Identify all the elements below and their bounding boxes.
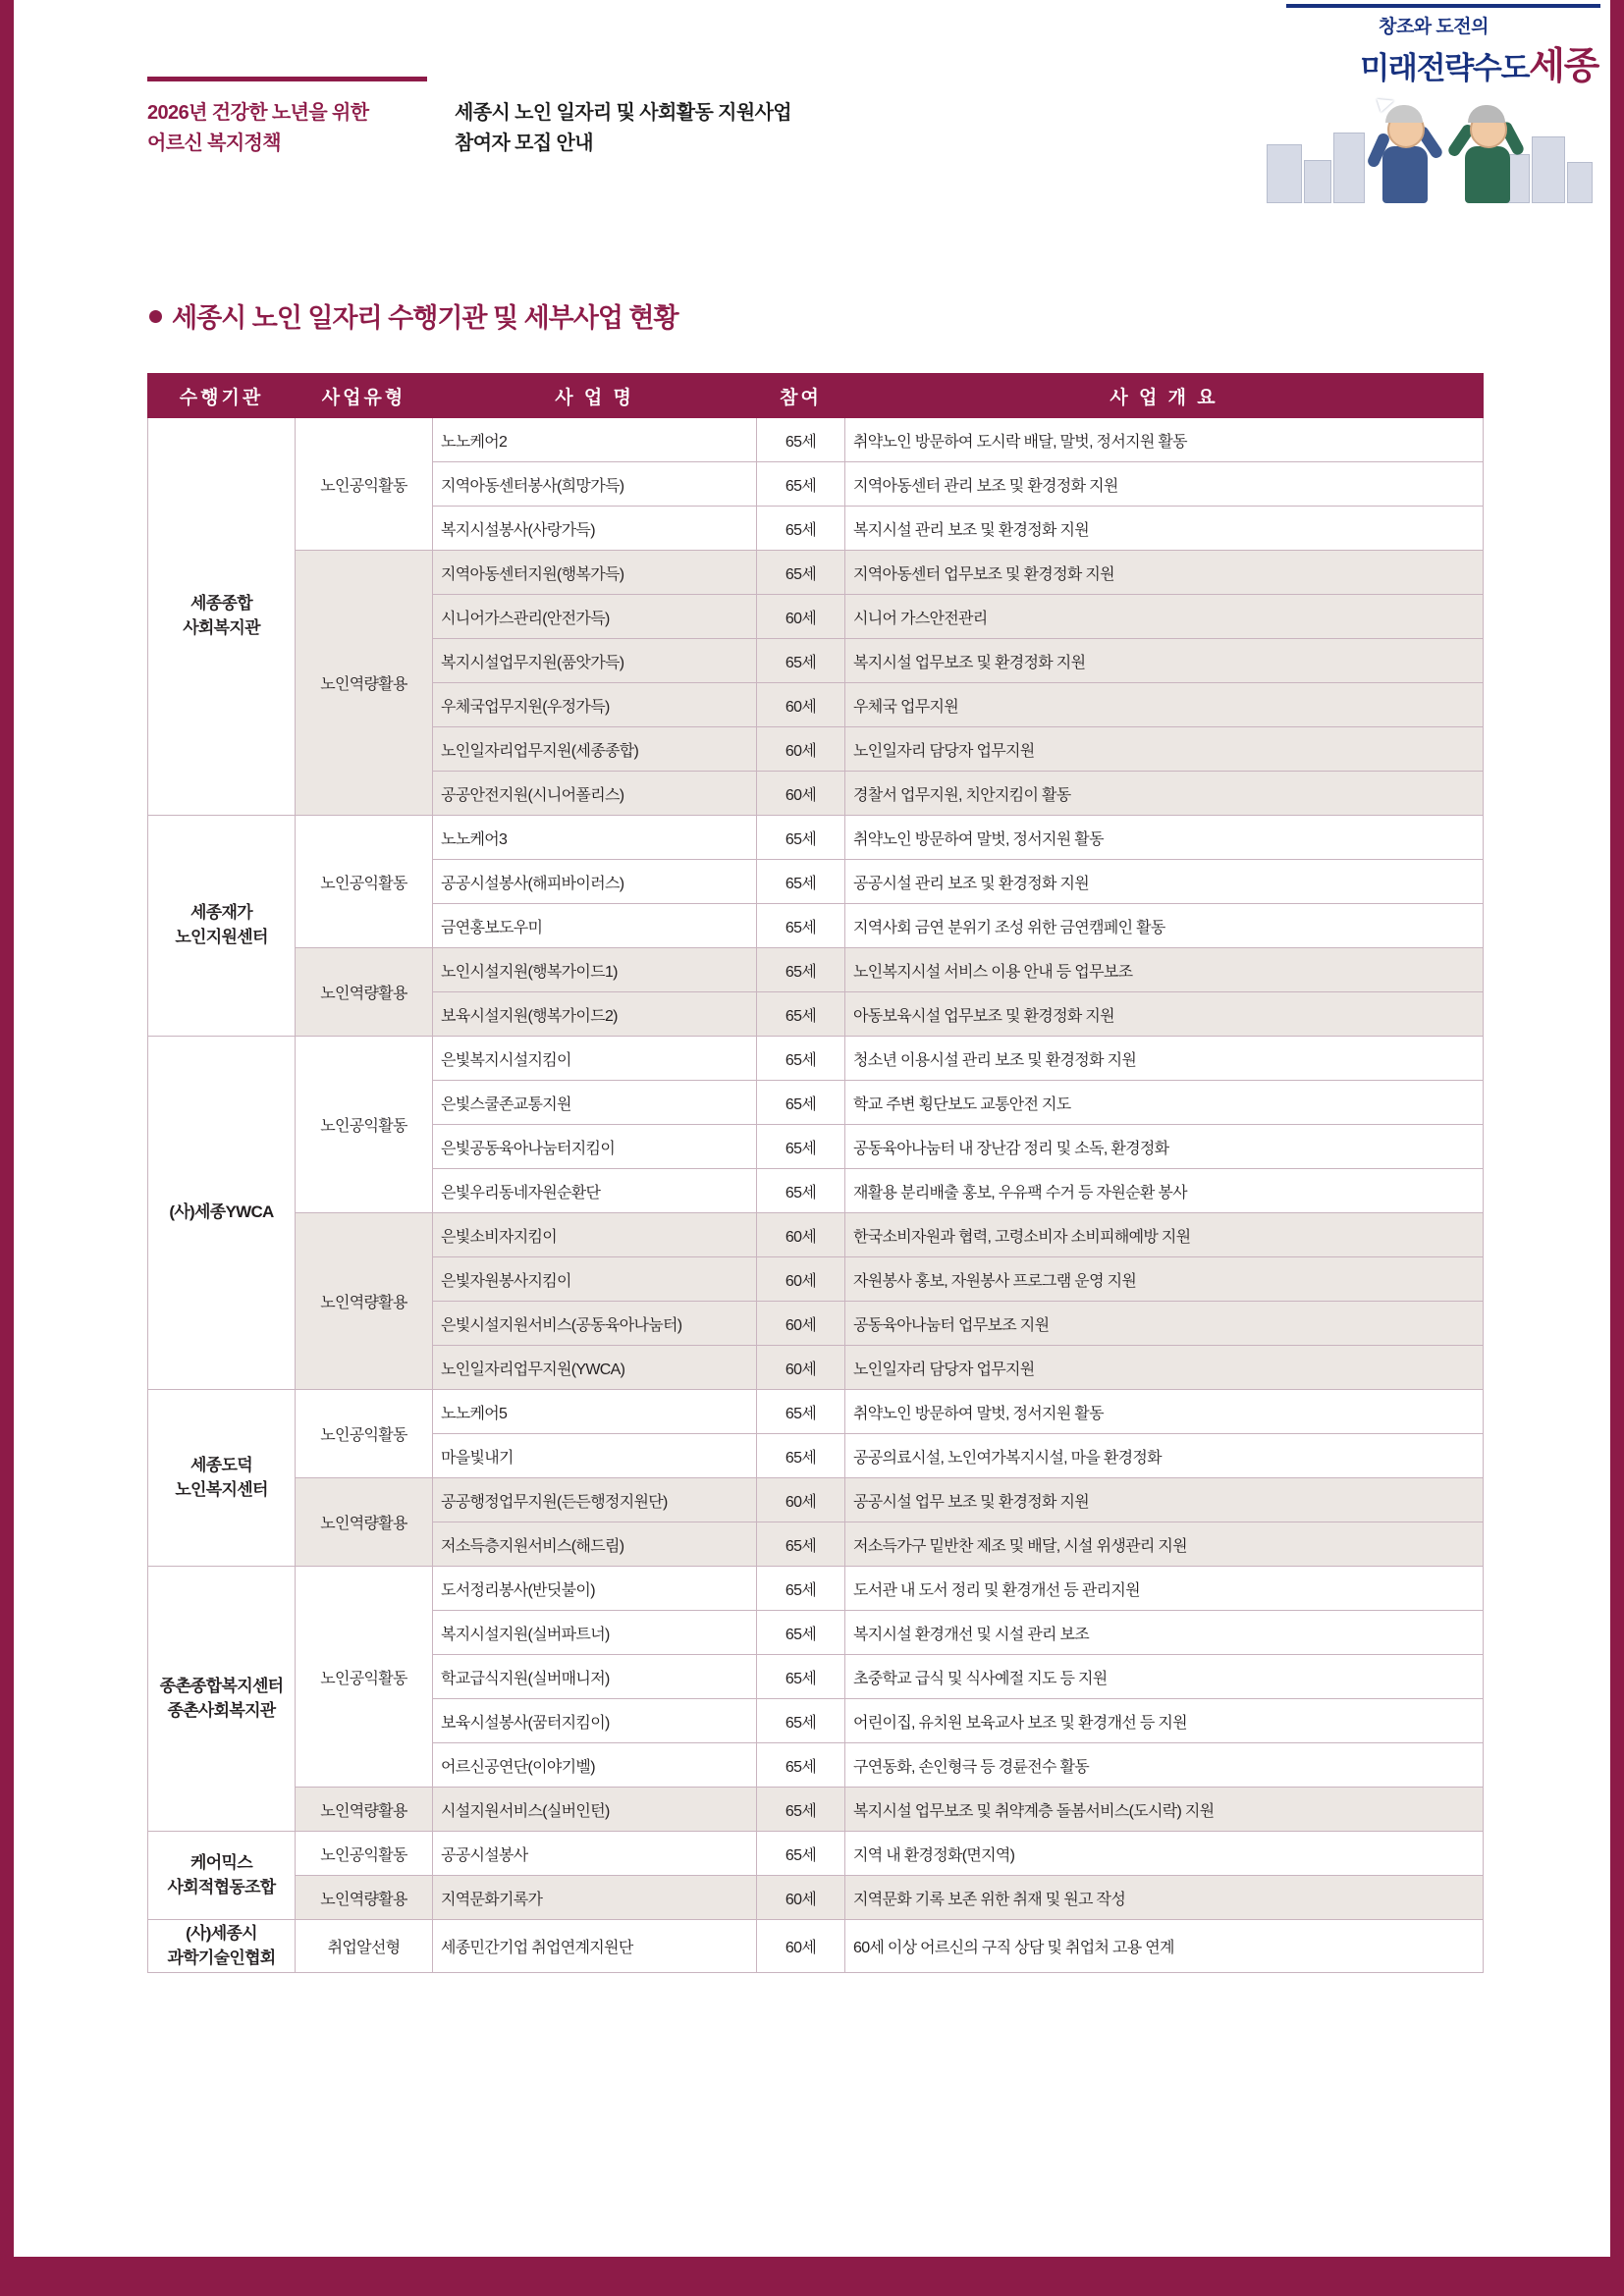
page-title <box>149 296 678 335</box>
cell-program-type: 노인역량활용 <box>296 1213 433 1390</box>
cell-program-type: 노인공익활동 <box>296 1832 433 1876</box>
cell-program-type: 노인공익활동 <box>296 418 433 551</box>
table-row <box>148 1390 1484 1434</box>
column-header-overview: 사 업 개 요 <box>845 374 1484 418</box>
cell-overview: 노인일자리 담당자 업무지원 <box>845 727 1484 772</box>
cell-age: 65세 <box>757 948 845 992</box>
bottom-margin-bar <box>0 2257 1624 2296</box>
cell-age: 65세 <box>757 1390 845 1434</box>
sejong-city-logo <box>1261 0 1604 196</box>
mascot-elder-left <box>1371 95 1439 203</box>
cell-overview: 초중학교 급식 및 식사예절 지도 등 지원 <box>845 1655 1484 1699</box>
table-row <box>148 418 1484 462</box>
cell-program-name: 보육시설봉사(꿈터지킴이) <box>433 1699 757 1743</box>
cell-program-name: 지역아동센터지원(행복가득) <box>433 551 757 595</box>
logo-wordmark <box>1360 35 1598 89</box>
cell-organization: 종촌종합복지센터 종촌사회복지관 <box>148 1567 296 1832</box>
cell-program-name: 은빛우리동네자원순환단 <box>433 1169 757 1213</box>
header-left-line1: 2026년 건강한 노년을 위한 <box>147 102 369 124</box>
cell-overview: 지역 내 환경정화(면지역) <box>845 1832 1484 1876</box>
cell-age: 65세 <box>757 1037 845 1081</box>
cell-program-type: 노인역량활용 <box>296 1788 433 1832</box>
cell-age: 65세 <box>757 462 845 507</box>
cell-overview: 청소년 이용시설 관리 보조 및 환경정화 지원 <box>845 1037 1484 1081</box>
page-title-text: 세종시 노인 일자리 수행기관 및 세부사업 현황 <box>172 303 678 333</box>
cell-organization: 케어믹스 사회적협동조합 <box>148 1832 296 1920</box>
cell-program-name: 저소득층지원서비스(해드림) <box>433 1522 757 1567</box>
cell-age: 65세 <box>757 1522 845 1567</box>
cell-organization: 세종재가 노인지원센터 <box>148 816 296 1037</box>
cell-program-name: 공공시설봉사(해피바이러스) <box>433 860 757 904</box>
cell-age: 65세 <box>757 1699 845 1743</box>
cell-program-name: 어르신공연단(이야기벨) <box>433 1743 757 1788</box>
mascot-body <box>1465 146 1510 203</box>
cell-overview: 공공의료시설, 노인여가복지시설, 마을 환경정화 <box>845 1434 1484 1478</box>
cell-overview: 공공시설 업무 보조 및 환경정화 지원 <box>845 1478 1484 1522</box>
cell-overview: 아동보육시설 업무보조 및 환경정화 지원 <box>845 992 1484 1037</box>
mascot-hair <box>1385 105 1423 123</box>
left-margin-bar <box>0 0 14 2296</box>
cell-program-name: 은빛복지시설지킴이 <box>433 1037 757 1081</box>
programs-table <box>147 373 1484 1973</box>
cell-organization: (사)세종YWCA <box>148 1037 296 1390</box>
table-row <box>148 1832 1484 1876</box>
logo-wordmark-accent: 세종 <box>1529 46 1598 87</box>
cell-overview: 경찰서 업무지원, 치안지킴이 활동 <box>845 772 1484 816</box>
cell-program-name: 노인시설지원(행복가이드1) <box>433 948 757 992</box>
cell-program-type: 노인공익활동 <box>296 1567 433 1788</box>
header-rule <box>147 77 427 81</box>
cell-overview: 지역사회 금연 분위기 조성 위한 금연캠페인 활동 <box>845 904 1484 948</box>
cell-program-name: 시설지원서비스(실버인턴) <box>433 1788 757 1832</box>
cell-overview: 우체국 업무지원 <box>845 683 1484 727</box>
header-mid-line2: 참여자 모집 안내 <box>455 133 593 154</box>
header-left-text <box>147 98 368 159</box>
cell-overview: 공동육아나눔터 내 장난감 정리 및 소독, 환경정화 <box>845 1125 1484 1169</box>
cell-program-name: 공공안전지원(시니어폴리스) <box>433 772 757 816</box>
table-row <box>148 816 1484 860</box>
cell-program-type: 노인공익활동 <box>296 816 433 948</box>
cell-program-name: 마을빛내기 <box>433 1434 757 1478</box>
table-header-row <box>148 374 1484 418</box>
cell-program-name: 노노케어2 <box>433 418 757 462</box>
cell-overview: 복지시설 업무보조 및 취약계층 돌봄서비스(도시락) 지원 <box>845 1788 1484 1832</box>
cell-program-name: 세종민간기업 취업연계지원단 <box>433 1920 757 1973</box>
cell-program-name: 보육시설지원(행복가이드2) <box>433 992 757 1037</box>
table-row <box>148 1478 1484 1522</box>
cell-program-type: 노인역량활용 <box>296 1478 433 1567</box>
cell-overview: 자원봉사 홍보, 자원봉사 프로그램 운영 지원 <box>845 1257 1484 1302</box>
header-left-line2: 어르신 복지정책 <box>147 133 281 154</box>
cell-overview: 취약노인 방문하여 도시락 배달, 말벗, 정서지원 활동 <box>845 418 1484 462</box>
cell-program-name: 복지시설지원(실버파트너) <box>433 1611 757 1655</box>
mascot-illustration <box>1261 90 1595 203</box>
cell-age: 65세 <box>757 904 845 948</box>
column-header-type: 사업유형 <box>296 374 433 418</box>
column-header-program: 사 업 명 <box>433 374 757 418</box>
cell-age: 65세 <box>757 1611 845 1655</box>
cell-overview: 구연동화, 손인형극 등 경륜전수 활동 <box>845 1743 1484 1788</box>
cell-program-name: 노인일자리업무지원(세종종합) <box>433 727 757 772</box>
building-shape <box>1267 144 1302 203</box>
cell-overview: 노인복지시설 서비스 이용 안내 등 업무보조 <box>845 948 1484 992</box>
cell-program-name: 은빛소비자지킴이 <box>433 1213 757 1257</box>
cell-program-type: 노인역량활용 <box>296 551 433 816</box>
table-row <box>148 1213 1484 1257</box>
logo-rule <box>1286 4 1600 8</box>
column-header-org: 수행기관 <box>148 374 296 418</box>
cell-program-name: 노인일자리업무지원(YWCA) <box>433 1346 757 1390</box>
column-header-age: 참여 <box>757 374 845 418</box>
cell-program-name: 지역아동센터봉사(희망가득) <box>433 462 757 507</box>
building-shape <box>1304 160 1331 203</box>
table-body <box>148 418 1484 1973</box>
cell-age: 60세 <box>757 727 845 772</box>
cell-age: 65세 <box>757 1743 845 1788</box>
logo-tagline: 창조와 도전의 <box>1379 17 1489 37</box>
cell-overview: 지역아동센터 업무보조 및 환경정화 지원 <box>845 551 1484 595</box>
cell-program-name: 지역문화기록가 <box>433 1876 757 1920</box>
table-row <box>148 1037 1484 1081</box>
building-shape <box>1567 162 1593 203</box>
logo-wordmark-main: 미래전략수도 <box>1360 51 1530 85</box>
cell-program-type: 노인공익활동 <box>296 1390 433 1478</box>
table-row <box>148 551 1484 595</box>
cell-organization: (사)세종시 과학기술인협회 <box>148 1920 296 1973</box>
cell-program-name: 복지시설업무지원(품앗가득) <box>433 639 757 683</box>
cell-age: 65세 <box>757 1832 845 1876</box>
table-row <box>148 1567 1484 1611</box>
cell-age: 65세 <box>757 1125 845 1169</box>
cell-overview: 취약노인 방문하여 말벗, 정서지원 활동 <box>845 816 1484 860</box>
cell-program-name: 우체국업무지원(우정가득) <box>433 683 757 727</box>
cell-overview: 지역문화 기록 보존 위한 취재 및 원고 작성 <box>845 1876 1484 1920</box>
cell-program-name: 노노케어3 <box>433 816 757 860</box>
cell-program-name: 복지시설봉사(사랑가득) <box>433 507 757 551</box>
building-shape <box>1532 136 1565 203</box>
cell-age: 65세 <box>757 1655 845 1699</box>
cell-organization: 세종도덕 노인복지센터 <box>148 1390 296 1567</box>
cell-age: 65세 <box>757 1788 845 1832</box>
cell-age: 65세 <box>757 1434 845 1478</box>
cell-age: 65세 <box>757 1169 845 1213</box>
table-row <box>148 1876 1484 1920</box>
cell-age: 65세 <box>757 418 845 462</box>
cell-age: 65세 <box>757 992 845 1037</box>
cell-program-type: 취업알선형 <box>296 1920 433 1973</box>
cell-age: 60세 <box>757 1257 845 1302</box>
cell-age: 60세 <box>757 772 845 816</box>
mascot-elder-right <box>1453 87 1522 203</box>
cell-overview: 지역아동센터 관리 보조 및 환경정화 지원 <box>845 462 1484 507</box>
cell-overview: 공동육아나눔터 업무보조 지원 <box>845 1302 1484 1346</box>
cell-program-type: 노인공익활동 <box>296 1037 433 1213</box>
cell-age: 65세 <box>757 639 845 683</box>
cell-overview: 60세 이상 어르신의 구직 상담 및 취업처 고용 연계 <box>845 1920 1484 1973</box>
cell-overview: 복지시설 관리 보조 및 환경정화 지원 <box>845 507 1484 551</box>
cell-program-name: 은빛시설지원서비스(공동육아나눔터) <box>433 1302 757 1346</box>
cell-program-name: 도서정리봉사(반딧불이) <box>433 1567 757 1611</box>
header-mid-line1: 세종시 노인 일자리 및 사회활동 지원사업 <box>455 102 792 124</box>
cell-overview: 공공시설 관리 보조 및 환경정화 지원 <box>845 860 1484 904</box>
cell-overview: 노인일자리 담당자 업무지원 <box>845 1346 1484 1390</box>
cell-age: 60세 <box>757 1876 845 1920</box>
building-shape <box>1333 133 1365 203</box>
cell-program-name: 시니어가스관리(안전가득) <box>433 595 757 639</box>
cell-program-type: 노인역량활용 <box>296 1876 433 1920</box>
cell-overview: 재활용 분리배출 홍보, 우유팩 수거 등 자원순환 봉사 <box>845 1169 1484 1213</box>
cell-program-name: 금연홍보도우미 <box>433 904 757 948</box>
cell-age: 60세 <box>757 1302 845 1346</box>
cell-age: 65세 <box>757 860 845 904</box>
mascot-hair <box>1468 105 1505 123</box>
header-mid-text <box>455 98 791 159</box>
cell-overview: 복지시설 환경개선 및 시설 관리 보조 <box>845 1611 1484 1655</box>
cell-program-name: 공공시설봉사 <box>433 1832 757 1876</box>
right-margin-bar <box>1610 0 1624 2296</box>
bullet-icon <box>149 310 162 323</box>
cell-overview: 한국소비자원과 협력, 고령소비자 소비피해예방 지원 <box>845 1213 1484 1257</box>
cell-program-name: 은빛스쿨존교통지원 <box>433 1081 757 1125</box>
cell-overview: 학교 주변 횡단보도 교통안전 지도 <box>845 1081 1484 1125</box>
cell-program-name: 학교급식지원(실버매니저) <box>433 1655 757 1699</box>
cell-overview: 복지시설 업무보조 및 환경정화 지원 <box>845 639 1484 683</box>
cell-overview: 시니어 가스안전관리 <box>845 595 1484 639</box>
cell-age: 60세 <box>757 1920 845 1973</box>
cell-age: 65세 <box>757 551 845 595</box>
cell-overview: 취약노인 방문하여 말벗, 정서지원 활동 <box>845 1390 1484 1434</box>
cell-organization: 세종종합 사회복지관 <box>148 418 296 816</box>
cell-program-name: 은빛공동육아나눔터지킴이 <box>433 1125 757 1169</box>
cell-overview: 도서관 내 도서 정리 및 환경개선 등 관리지원 <box>845 1567 1484 1611</box>
cell-program-type: 노인역량활용 <box>296 948 433 1037</box>
table-row <box>148 948 1484 992</box>
cell-age: 65세 <box>757 1081 845 1125</box>
cell-age: 60세 <box>757 595 845 639</box>
cell-overview: 어린이집, 유치원 보육교사 보조 및 환경개선 등 지원 <box>845 1699 1484 1743</box>
cell-age: 60세 <box>757 683 845 727</box>
cell-overview: 저소득가구 밑반찬 제조 및 배달, 시설 위생관리 지원 <box>845 1522 1484 1567</box>
table-row <box>148 1920 1484 1973</box>
cell-program-name: 공공행정업무지원(든든행정지원단) <box>433 1478 757 1522</box>
cell-age: 60세 <box>757 1213 845 1257</box>
cell-age: 60세 <box>757 1478 845 1522</box>
cell-program-name: 노노케어5 <box>433 1390 757 1434</box>
cell-age: 60세 <box>757 1346 845 1390</box>
table-row <box>148 1788 1484 1832</box>
cell-age: 65세 <box>757 816 845 860</box>
cell-program-name: 은빛자원봉사지킴이 <box>433 1257 757 1302</box>
cell-age: 65세 <box>757 1567 845 1611</box>
mascot-body <box>1382 146 1428 203</box>
cell-age: 65세 <box>757 507 845 551</box>
